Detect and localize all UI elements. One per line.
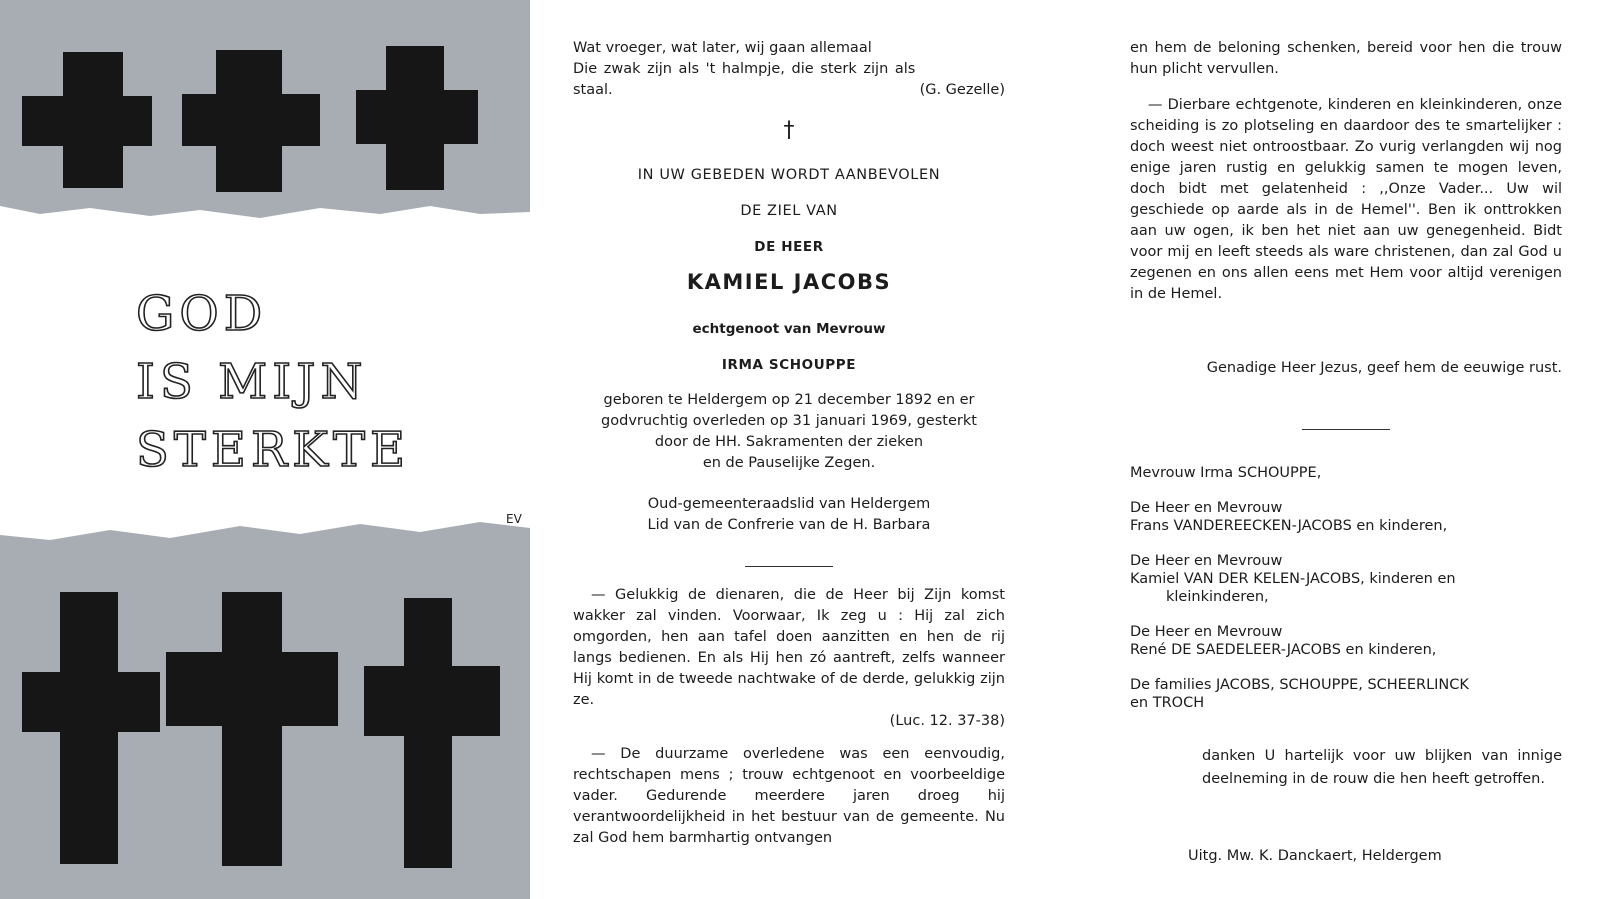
deceased-name: KAMIEL JACOBS: [686, 270, 892, 294]
poem-author: (G. Gezelle): [919, 82, 1005, 98]
divider-middle: [573, 566, 1005, 567]
poem-block: [573, 38, 1005, 101]
family-5-names: De families JACOBS, SCHOUPPE, SCHEERLINCK: [1130, 677, 1469, 693]
family-4-names: René DE SAEDELEER-JACOBS en kinderen,: [1130, 642, 1437, 658]
bio-line-3: door de HH. Sakramenten der zieken: [654, 434, 924, 450]
spouse-intro: echtgenoot van Mevrouw: [692, 321, 886, 337]
bio-line-2: godvruchtig overleden op 31 januari 1969, gesterkt: [601, 413, 977, 429]
poem-line-2-row: [573, 59, 1005, 80]
role-1: Oud-gemeenteraadslid van Heldergem: [647, 496, 931, 512]
family-2-title: De Heer en Mevrouw: [1130, 500, 1283, 516]
divider-right: [1130, 429, 1562, 430]
role-2: Lid van de Confrerie van de H. Barbara: [647, 517, 931, 533]
cross-symbol: †: [783, 118, 795, 143]
roles-block: [573, 494, 1005, 536]
soul-text: DE ZIEL VAN: [740, 203, 838, 219]
recommend-text: IN UW GEBEDEN WORDT AANBEVOLEN: [637, 167, 941, 183]
cover-title-line-3: STERKTE: [136, 422, 410, 478]
cover-title-line-2: IS MIJN: [136, 354, 368, 410]
spouse-name: IRMA SCHOUPPE: [721, 357, 857, 373]
family-list: [1130, 463, 1562, 714]
family-5-names-cont: en TROCH: [1130, 695, 1205, 711]
family-3-names-cont: kleinkinderen,: [1166, 589, 1269, 605]
family-2-names: Frans VANDEREECKEN-JACOBS en kinderen,: [1130, 518, 1448, 534]
bio-block: [573, 390, 1005, 474]
bio-line-1: geboren te Heldergem op 21 december 1892 en er: [603, 392, 975, 408]
publisher-line: Uitg. Mw. K. Danckaert, Heldergem: [1188, 848, 1442, 864]
family-spouse: Mevrouw Irma SCHOUPPE,: [1130, 465, 1322, 481]
tribute-text: — De duurzame overledene was een eenvoudig, rechtschapen mens ; trouw echtgenoot en voorbeeldige vader. Gedurende meerdere jaren droeg hij verantwoordelijkheid in het bestuur van de gemeente. Nu zal God hem barmhartig ontvangen: [573, 746, 1005, 846]
artist-mark: EV: [506, 512, 522, 526]
poem-line-3: staal.: [573, 82, 613, 98]
poem-line-1: Wat vroeger, wat later, wij gaan allemaal: [573, 40, 872, 56]
poem-line-3-row: [573, 80, 1005, 101]
closing-prayer: Genadige Heer Jezus, geef hem de eeuwige rust.: [1206, 360, 1562, 376]
heer-text: DE HEER: [754, 239, 824, 255]
thanks-text: danken U hartelijk voor uw blijken van innige deelneming in de rouw die hen heeft getroffen.: [1202, 748, 1562, 787]
cover-title-line-1: GOD: [136, 286, 268, 342]
family-3-title: De Heer en Mevrouw: [1130, 553, 1283, 569]
scripture-reference: (Luc. 12. 37-38): [889, 713, 1005, 729]
memorial-card-cover: [0, 0, 530, 899]
family-4-title: De Heer en Mevrouw: [1130, 624, 1283, 640]
farewell-text: — Dierbare echtgenote, kinderen en kleinkinderen, onze scheiding is zo plotseling en daardoor des te smartelijker : doch weest niet ontroostbaar. Zo vurig verlangden wij nog enige jaren rustig en gelukkig samen te mogen leven, doch bidt met gelatenheid : ,,Onze Vader... Uw wil geschiede op aarde als in de Hemel''. Ben ik onttrokken aan uw ogen, ik ben het niet aan uw genegenheid. Bidt voor mij en leeft steeds als ware christenen, dan zal God u zegenen en ons allen eens met Hem voor altijd verenigen in de Hemel.: [1130, 97, 1562, 302]
continuation-text: en hem de beloning schenken, bereid voor hen die trouw hun plicht vervullen.: [1130, 40, 1562, 77]
poem-line-2: Die zwak zijn als 't halmpje, die sterk zijn als: [573, 61, 916, 77]
scripture-text: — Gelukkig de dienaren, die de Heer bij Zijn komst wakker zal vinden. Voorwaar, Ik zeg u : Hij zal zich omgorden, hen aan tafel doen aanzitten en hen de rij langs bedienen. En als Hij hen zó aantreft, zelfs wanneer Hij komt in de tweede nachtwake of de derde, gelukkig zijn ze.: [573, 587, 1005, 708]
cover-title: [136, 280, 410, 484]
family-3-names: Kamiel VAN DER KELEN-JACOBS, kinderen en: [1130, 571, 1456, 587]
bio-line-4: en de Pauselijke Zegen.: [702, 455, 876, 471]
